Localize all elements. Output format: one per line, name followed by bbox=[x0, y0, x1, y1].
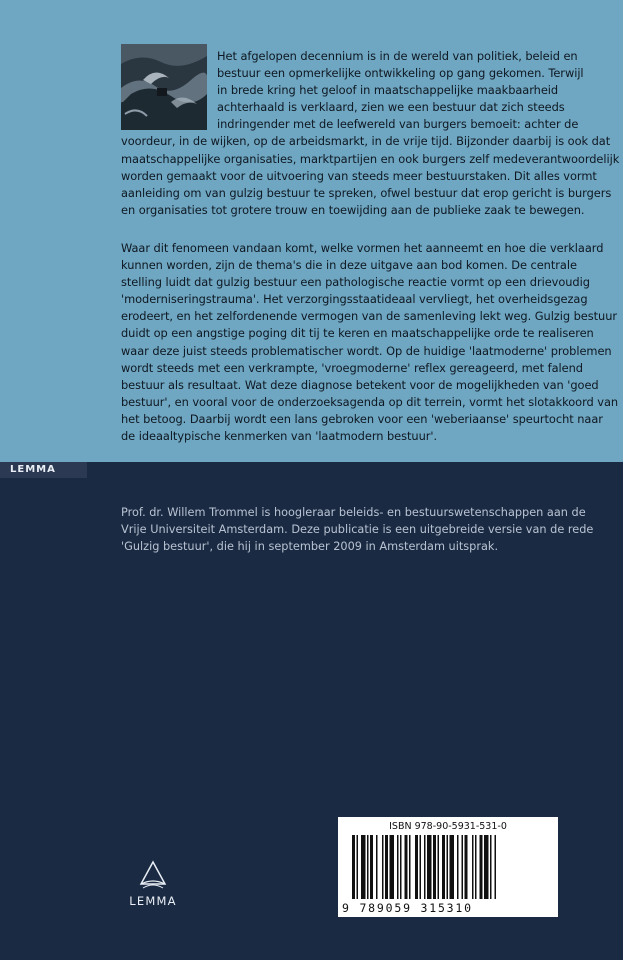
barcode-bar bbox=[457, 835, 459, 899]
barcode-bar bbox=[484, 835, 489, 899]
barcode-label bbox=[338, 817, 558, 917]
barcode-bar bbox=[376, 835, 378, 899]
barcode-bar bbox=[390, 835, 395, 899]
barcode-bar bbox=[361, 835, 366, 899]
blurb-line: de ideaaltypische kenmerken van 'laatmodern bestuur'. bbox=[121, 429, 438, 444]
blurb-line: stelling luidt dat gulzig bestuur een pathologische reactie vormt op een drievoudig bbox=[121, 275, 590, 290]
barcode-bar bbox=[400, 835, 402, 899]
publisher-logo bbox=[123, 858, 183, 918]
blurb-line: aanleiding om van gulzig bestuur te spreken, ofwel bestuur dat erop gericht is burgers bbox=[121, 185, 612, 200]
barcode-bar bbox=[367, 835, 369, 899]
blurb-line: duidt op een angstige poging dit tij te keren en maatschappelijke orde te realiseren bbox=[121, 326, 594, 341]
barcode-bar bbox=[352, 835, 355, 899]
blurb-line: erodeert, en het zelfordenende vermogen van de samenleving lekt weg. Gulzig bestuur bbox=[121, 309, 618, 324]
blurb-line: bestuur', en vooral voor de onderzoeksagenda op dit terrein, vormt het slotakkoord van bbox=[121, 394, 619, 409]
barcode-bar bbox=[370, 835, 373, 899]
blurb-line: kunnen worden, zijn de thema's die in deze uitgave aan bod komen. De centrale bbox=[121, 258, 577, 273]
barcode-bar bbox=[480, 835, 483, 899]
barcode-bar bbox=[382, 835, 384, 899]
blurb-line: Waar dit fenomeen vandaan komt, welke vormen het aanneemt en hoe die verklaard bbox=[121, 241, 604, 255]
author-bio-line: Vrije Universiteit Amsterdam. Deze publicatie is een uitgebreide versie van de rede bbox=[121, 523, 594, 536]
author-bio bbox=[121, 504, 594, 555]
barcode-bars bbox=[352, 835, 544, 899]
barcode-bar bbox=[438, 835, 440, 899]
blurb-line: bestuur een opmerkelijke ontwikkeling op gang gekomen. Terwijl bbox=[217, 66, 584, 81]
barcode-bar bbox=[475, 835, 477, 899]
barcode-bar bbox=[357, 835, 359, 899]
logo-wordmark: LEMMA bbox=[129, 894, 177, 908]
blurb-line: voordeur, in de wijken, op de arbeidsmarkt, in de vrije tijd. Bijzonder daarbij is ook dat bbox=[121, 134, 611, 149]
blurb-paragraph-1 bbox=[121, 48, 620, 219]
publisher-tag: LEMMA bbox=[0, 462, 87, 478]
blurb-line: in brede kring het geloof in maatschappelijke maakbaarheid bbox=[217, 83, 559, 98]
blurb-line: waar deze juist steeds problematischer wordt. Op de huidige 'laatmoderne' problemen bbox=[121, 343, 612, 358]
blurb-line: 'moderniseringstrauma'. Het verzorgingsstaatideaal vervliegt, het overheidsgezag bbox=[121, 292, 588, 307]
barcode-bar bbox=[405, 835, 408, 899]
barcode-bar bbox=[385, 835, 388, 899]
barcode-number: 9 789059 315310 bbox=[342, 901, 473, 915]
blurb-line: Het afgelopen decennium is in de wereld van politiek, beleid en bbox=[217, 49, 578, 63]
barcode-bar bbox=[415, 835, 418, 899]
blurb-line: het betoog. Daarbij wordt een lans gebroken voor een 'weberiaanse' speurtocht naar bbox=[121, 411, 603, 426]
author-bio-line: Prof. dr. Willem Trommel is hoogleraar beleids- en bestuurswetenschappen aan de bbox=[121, 506, 586, 519]
blurb-line: indringender met de leefwereld van burgers bemoeit: achter de bbox=[217, 117, 579, 132]
barcode-bar bbox=[450, 835, 455, 899]
lemma-book-logo-icon bbox=[123, 858, 183, 894]
barcode-bar bbox=[490, 835, 492, 899]
blurb-line: bestuur als resultaat. Wat deze diagnose betekent voor de mogelijkheden van 'goed bbox=[121, 377, 599, 392]
blurb-panel bbox=[0, 0, 623, 462]
blurb-line: maatschappelijke organisaties, marktpartijen en ook burgers zelf medeverantwoordelijk bbox=[121, 151, 620, 166]
blurb-paragraph-2 bbox=[121, 240, 619, 445]
barcode-bar bbox=[472, 835, 474, 899]
barcode-bar bbox=[495, 835, 497, 899]
blurb-line: achterhaald is verklaard, zien we een bestuur dat zich steeds bbox=[217, 100, 565, 115]
blurb-line: wordt steeds met een verkrampte, 'vroegmoderne' reflex gereageerd, met falend bbox=[121, 360, 583, 375]
barcode-bar bbox=[424, 835, 426, 899]
blurb-line: en organisaties tot grotere trouw en toewijding aan de publieke zaak te bewegen. bbox=[121, 202, 585, 217]
barcode-bar bbox=[397, 835, 399, 899]
barcode-bar bbox=[433, 835, 436, 899]
barcode-bar bbox=[442, 835, 445, 899]
blurb-line: worden gemaakt voor de uitvoering van steeds meer bestuurstaken. Dit alles vormt bbox=[121, 168, 597, 183]
barcode-bar bbox=[462, 835, 464, 899]
barcode-bar bbox=[465, 835, 468, 899]
barcode-bar bbox=[427, 835, 432, 899]
isbn-text: ISBN 978-90-5931-531-0 bbox=[389, 821, 507, 832]
barcode-bar bbox=[409, 835, 411, 899]
barcode-bar bbox=[447, 835, 449, 899]
author-bio-line: 'Gulzig bestuur', die hij in september 2009 in Amsterdam uitsprak. bbox=[121, 540, 499, 553]
barcode-bar bbox=[420, 835, 422, 899]
